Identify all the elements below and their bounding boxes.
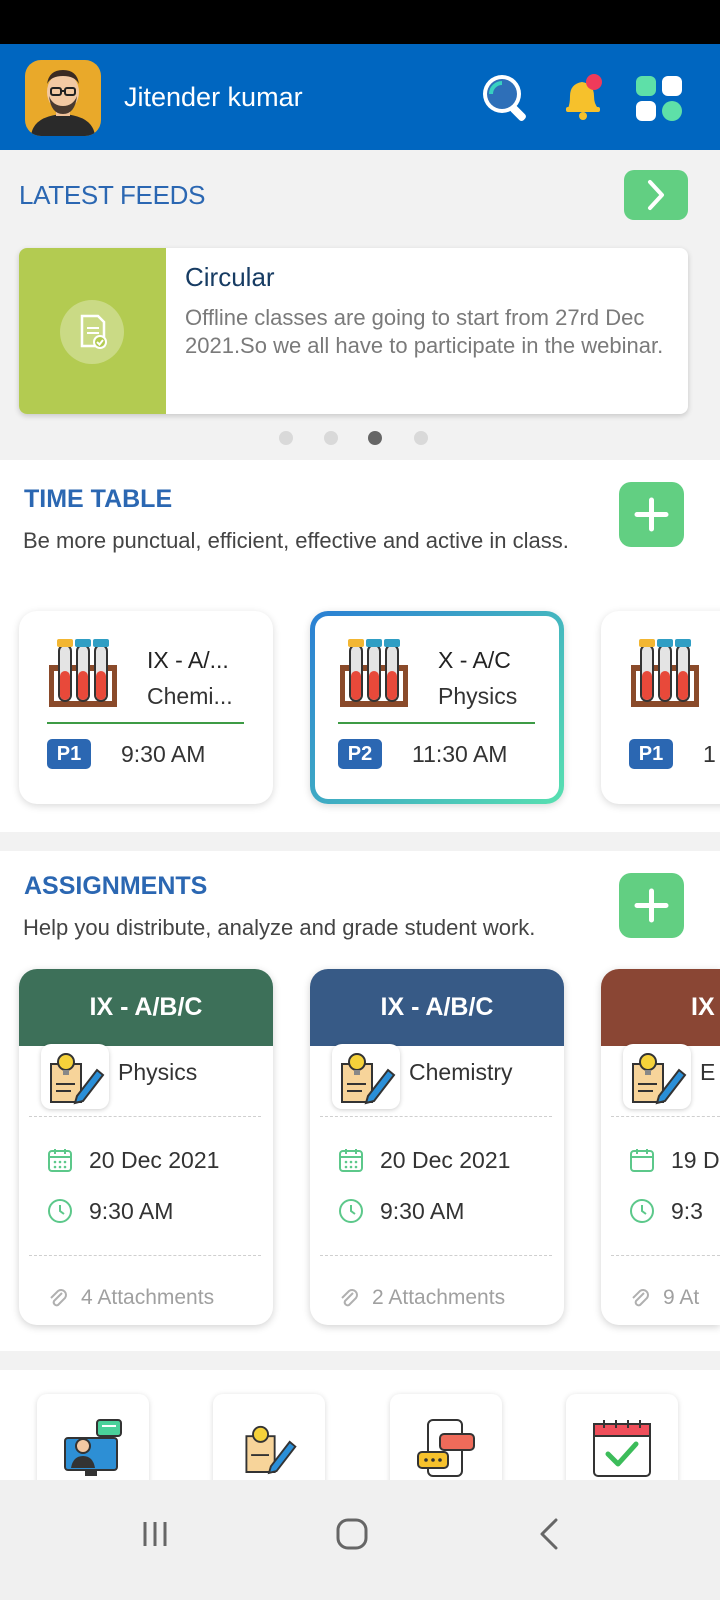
- idea-paper-pencil-icon: [332, 1044, 400, 1109]
- assignment-class: IX - A/B/C: [310, 969, 564, 1046]
- idea-paper-pencil-icon: [41, 1044, 109, 1109]
- test-tubes-icon: [627, 635, 703, 711]
- timetable-card[interactable]: [601, 611, 720, 804]
- assignment-date: 20 Dec 2021: [380, 1147, 511, 1173]
- timetable-title: TIME TABLE: [24, 485, 173, 513]
- divider: [320, 1255, 552, 1256]
- add-timetable-button[interactable]: [619, 482, 684, 547]
- assignment-class: IX - A/B/C: [19, 969, 273, 1046]
- assignment-subject: Chemistry: [409, 1059, 513, 1085]
- divider: [611, 1116, 720, 1117]
- divider: [320, 1116, 552, 1117]
- user-name: Jitender kumar: [124, 82, 303, 112]
- feed-text: Offline classes are going to start from 27rd Dec 2021.So we all have to participate in the webinar.: [185, 305, 664, 358]
- clock-icon: [629, 1198, 655, 1224]
- assignment-attachments[interactable]: 9 At: [663, 1286, 700, 1309]
- assignment-icon: [332, 1044, 400, 1109]
- assignments-title: ASSIGNMENTS: [24, 872, 208, 900]
- status-bar: [0, 0, 720, 44]
- assignment-attachments[interactable]: 2 Attachments: [372, 1286, 506, 1309]
- carousel-dot-2[interactable]: [324, 431, 338, 445]
- assignment-time: 9:30 AM: [89, 1198, 174, 1224]
- assignment-card[interactable]: [19, 969, 273, 1325]
- divider: [29, 1255, 261, 1256]
- plus-icon: [619, 482, 684, 547]
- search-icon[interactable]: [478, 70, 534, 126]
- carousel-dot-3[interactable]: [368, 431, 382, 445]
- paperclip-icon: [47, 1287, 69, 1309]
- recent-apps-icon[interactable]: [135, 1514, 175, 1554]
- back-icon[interactable]: [530, 1514, 570, 1554]
- period-badge: P1: [47, 739, 91, 769]
- document-check-icon: [60, 300, 124, 364]
- calendar-icon: [629, 1147, 655, 1173]
- timetable-time: 1: [703, 741, 716, 767]
- chevron-right-icon: [624, 170, 688, 220]
- carousel-dot-1[interactable]: [279, 431, 293, 445]
- chat-phone-icon: [414, 1416, 478, 1480]
- period-badge: P2: [338, 739, 382, 769]
- latest-feeds-title: LATEST FEEDS: [19, 180, 206, 210]
- apps-grid-icon[interactable]: [632, 70, 688, 126]
- timetable-class: IX - A/...: [147, 647, 229, 673]
- bell-icon[interactable]: [556, 70, 612, 126]
- assignment-time: 9:3: [671, 1198, 703, 1224]
- period-badge: P1: [629, 739, 673, 769]
- feeds-next-button[interactable]: [624, 170, 688, 220]
- divider: [29, 1116, 261, 1117]
- feed-thumbnail: [19, 248, 166, 414]
- clock-icon: [47, 1198, 73, 1224]
- calendar-icon: [47, 1147, 73, 1173]
- divider: [47, 722, 244, 724]
- plus-icon: [619, 873, 684, 938]
- divider: [611, 1255, 720, 1256]
- test-tubes-icon: [336, 635, 412, 711]
- online-class-icon: [61, 1416, 125, 1480]
- assignment-icon: [41, 1044, 109, 1109]
- assignment-subject: E: [700, 1059, 716, 1085]
- idea-paper-pencil-icon: [623, 1044, 691, 1109]
- timetable-class: X - A/C: [438, 647, 511, 673]
- add-assignment-button[interactable]: [619, 873, 684, 938]
- test-tubes-icon: [45, 635, 121, 711]
- calendar-icon: [338, 1147, 364, 1173]
- assignment-date: 19 D: [671, 1147, 720, 1173]
- paperclip-icon: [338, 1287, 360, 1309]
- clock-icon: [338, 1198, 364, 1224]
- timetable-subject: Chemi...: [147, 683, 233, 709]
- assignment-date: 20 Dec 2021: [89, 1147, 220, 1173]
- assignment-card[interactable]: [601, 969, 720, 1325]
- paperclip-icon: [629, 1287, 651, 1309]
- avatar[interactable]: [25, 60, 101, 136]
- assignment-subject: Physics: [118, 1059, 198, 1085]
- timetable-card[interactable]: [19, 611, 273, 804]
- assignment-time: 9:30 AM: [380, 1198, 465, 1224]
- timetable-time: 11:30 AM: [412, 741, 508, 767]
- timetable-subject: Physics: [438, 683, 518, 709]
- assignment-class: IX: [601, 969, 720, 1046]
- system-nav-bar: [0, 1480, 720, 1600]
- feed-title: Circular: [185, 262, 275, 292]
- assignment-card[interactable]: [310, 969, 564, 1325]
- assignments-subtitle: Help you distribute, analyze and grade student work.: [23, 915, 536, 940]
- app-header: [0, 44, 720, 150]
- carousel-dot-4[interactable]: [414, 431, 428, 445]
- timetable-subtitle: Be more punctual, efficient, effective and active in class.: [23, 528, 569, 553]
- calendar-check-icon: [590, 1416, 654, 1480]
- divider: [338, 722, 535, 724]
- timetable-card-selected[interactable]: [310, 611, 564, 804]
- assignment-attachments[interactable]: 4 Attachments: [81, 1286, 215, 1309]
- idea-paper-pencil-icon: [237, 1416, 301, 1480]
- home-icon[interactable]: [332, 1514, 372, 1554]
- feed-card[interactable]: [19, 248, 688, 414]
- assignment-icon: [623, 1044, 691, 1109]
- timetable-time: 9:30 AM: [121, 741, 206, 767]
